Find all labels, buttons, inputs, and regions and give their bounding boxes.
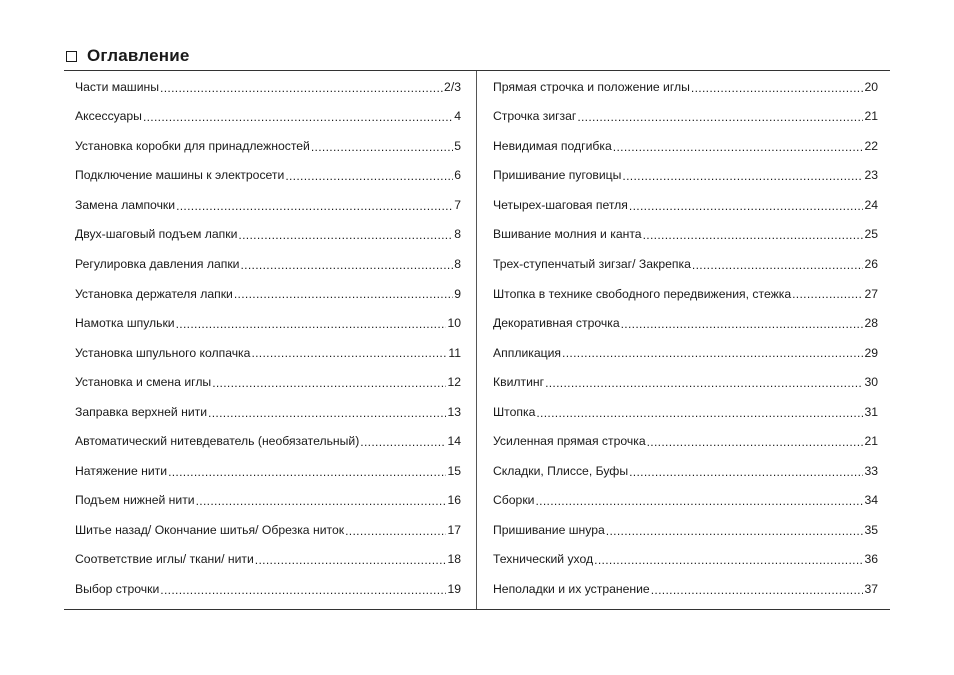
toc-entry-page-number: 19 [447, 581, 461, 596]
dot-leader [643, 228, 864, 242]
toc-entry[interactable] [75, 574, 461, 604]
toc-entry-page-number: 17 [447, 522, 461, 537]
toc-entry-page-number: 26 [864, 256, 878, 271]
toc-entry[interactable] [75, 161, 461, 191]
dot-leader [613, 139, 864, 153]
toc-entry-title: Части машины [75, 79, 160, 94]
toc-entry-title: Замена лампочки [75, 197, 176, 212]
toc-entry-title: Двух-шаговый подъем лапки [75, 227, 238, 242]
dot-leader [212, 375, 446, 389]
toc-entry-page-number: 33 [864, 463, 878, 478]
toc-entry[interactable] [75, 338, 461, 368]
dot-leader [238, 228, 453, 242]
toc-entry[interactable] [493, 456, 878, 486]
toc-entry[interactable] [493, 161, 878, 191]
dot-leader [311, 139, 453, 153]
toc-entry-title: Установка держателя лапки [75, 286, 233, 301]
toc-entry-title: Четырех-шаговая петля [493, 197, 628, 212]
dot-leader [285, 168, 453, 182]
dot-leader [251, 346, 447, 360]
toc-entry-title: Соответствие иглы/ ткани/ нити [75, 552, 254, 567]
dot-leader [594, 553, 863, 567]
dot-leader [240, 257, 453, 271]
toc-entry-title: Выбор строчки [75, 581, 160, 596]
toc-entry[interactable] [75, 131, 461, 161]
toc-entry-page-number: 18 [447, 552, 461, 567]
toc-entry-page-number: 15 [447, 463, 461, 478]
dot-leader [562, 346, 863, 360]
toc-entry[interactable] [493, 279, 878, 309]
dot-leader [691, 80, 864, 94]
toc-entry[interactable] [75, 72, 461, 102]
toc-header [66, 44, 190, 68]
toc-entry[interactable] [75, 279, 461, 309]
toc-entry[interactable] [75, 220, 461, 250]
toc-entry-title: Сборки [493, 493, 535, 508]
toc-entry-page-number: 8 [454, 227, 461, 242]
dot-leader [606, 523, 864, 537]
toc-entry[interactable] [75, 545, 461, 575]
toc-entry[interactable] [493, 102, 878, 132]
toc-entry-page-number: 27 [864, 286, 878, 301]
checkbox-icon [66, 51, 77, 62]
toc-entry[interactable] [75, 486, 461, 516]
toc-entry[interactable] [493, 574, 878, 604]
toc-entry-page-number: 6 [454, 168, 461, 183]
toc-entry-page-number: 34 [864, 493, 878, 508]
dot-leader [160, 582, 446, 596]
toc-entry[interactable] [75, 102, 461, 132]
toc-entry[interactable] [493, 190, 878, 220]
dot-leader [143, 109, 453, 123]
toc-entry-page-number: 4 [454, 109, 461, 124]
toc-entry-title: Шитье назад/ Окончание шитья/ Обрезка ниток [75, 522, 345, 537]
toc-entry-title: Вшивание молния и канта [493, 227, 642, 242]
dot-leader [577, 109, 863, 123]
toc-entry-title: Штопка в технике свободного передвижения, стежка [493, 286, 792, 301]
toc-entry[interactable] [75, 249, 461, 279]
toc-entry[interactable] [493, 427, 878, 457]
toc-entry[interactable] [75, 456, 461, 486]
toc-entry-title: Натяжение нити [75, 463, 168, 478]
toc-entry-title: Пришивание шнура [493, 522, 605, 537]
toc-entry-page-number: 35 [864, 522, 878, 537]
toc-entry-title: Квилтинг [493, 375, 545, 390]
toc-entry-page-number: 30 [864, 375, 878, 390]
toc-entry-title: Складки, Плиссе, Буфы [493, 463, 629, 478]
toc-entry-page-number: 13 [447, 404, 461, 419]
dot-leader [545, 375, 863, 389]
dot-leader [196, 493, 447, 507]
dot-leader [651, 582, 864, 596]
toc-entry-title: Невидимая подгибка [493, 138, 612, 153]
toc-entry-page-number: 8 [454, 256, 461, 271]
dot-leader [345, 523, 446, 537]
toc-entry-page-number: 21 [864, 109, 878, 124]
toc-entry[interactable] [75, 190, 461, 220]
toc-entry-title: Регулировка давления лапки [75, 256, 240, 271]
dot-leader [621, 316, 864, 330]
toc-entry-title: Прямая строчка и положение иглы [493, 79, 690, 94]
toc-entry-title: Аппликация [493, 345, 562, 360]
toc-entry[interactable] [493, 131, 878, 161]
toc-entry-title: Намотка шпульки [75, 316, 175, 331]
toc-entry[interactable] [75, 515, 461, 545]
toc-entry-title: Автоматический нитевдеватель (необязательный) [75, 434, 360, 449]
dot-leader [176, 316, 447, 330]
dot-leader [647, 434, 864, 448]
dot-leader [160, 80, 443, 94]
dot-leader [629, 198, 864, 212]
toc-entry[interactable] [493, 249, 878, 279]
toc-entry[interactable] [75, 397, 461, 427]
toc-entry-title: Установка и смена иглы [75, 375, 212, 390]
toc-entry-title: Подключение машины к электросети [75, 168, 285, 183]
toc-entry[interactable] [75, 367, 461, 397]
toc-entry-page-number: 5 [454, 138, 461, 153]
toc-entry-page-number: 16 [447, 493, 461, 508]
toc-entry-title: Усиленная прямая строчка [493, 434, 646, 449]
toc-entry-page-number: 25 [864, 227, 878, 242]
column-divider [476, 71, 477, 609]
dot-leader [168, 464, 446, 478]
top-divider [64, 70, 890, 71]
toc-entry-page-number: 2/3 [444, 79, 461, 94]
toc-entry-title: Технический уход [493, 552, 594, 567]
toc-entry[interactable] [493, 308, 878, 338]
toc-entry-title: Пришивание пуговицы [493, 168, 622, 183]
toc-entry[interactable] [493, 72, 878, 102]
dot-leader [255, 553, 447, 567]
toc-entry-page-number: 36 [864, 552, 878, 567]
toc-entry-title: Аксессуары [75, 109, 142, 124]
toc-entry-page-number: 22 [864, 138, 878, 153]
toc-entry-page-number: 20 [864, 79, 878, 94]
toc-entry-page-number: 37 [864, 581, 878, 596]
toc-entry[interactable] [493, 397, 878, 427]
toc-column-left [75, 72, 461, 604]
page-title: Оглавление [87, 46, 190, 65]
toc-entry[interactable] [493, 367, 878, 397]
toc-entry-title: Установка коробки для принадлежностей [75, 138, 310, 153]
toc-entry-page-number: 9 [454, 286, 461, 301]
dot-leader [536, 405, 863, 419]
dot-leader [535, 493, 863, 507]
dot-leader [629, 464, 863, 478]
toc-entry-page-number: 12 [447, 375, 461, 390]
toc-entry[interactable] [493, 338, 878, 368]
dot-leader [360, 434, 446, 448]
toc-entry-title: Подъем нижней нити [75, 493, 195, 508]
toc-entry-page-number: 28 [864, 316, 878, 331]
toc-entry-page-number: 23 [864, 168, 878, 183]
dot-leader [234, 287, 453, 301]
toc-entry-title: Неполадки и их устранение [493, 581, 650, 596]
toc-entry[interactable] [493, 486, 878, 516]
toc-entry-page-number: 31 [864, 404, 878, 419]
toc-entry-title: Трех-ступенчатый зигзаг/ Закрепка [493, 256, 691, 271]
toc-entry-title: Заправка верхней нити [75, 404, 208, 419]
toc-entry[interactable] [493, 545, 878, 575]
toc-entry-page-number: 7 [454, 197, 461, 212]
toc-entry-title: Штопка [493, 404, 536, 419]
bottom-divider [64, 609, 890, 610]
toc-entry-page-number: 29 [864, 345, 878, 360]
toc-entry-title: Установка шпульного колпачка [75, 345, 251, 360]
toc-entry-page-number: 21 [864, 434, 878, 449]
toc-entry-title: Декоративная строчка [493, 316, 620, 331]
toc-entry[interactable] [493, 220, 878, 250]
toc-entry[interactable] [493, 515, 878, 545]
dot-leader [692, 257, 864, 271]
toc-column-right [493, 72, 878, 604]
dot-leader [792, 287, 863, 301]
dot-leader [622, 168, 863, 182]
toc-entry[interactable] [75, 427, 461, 457]
toc-entry-page-number: 11 [448, 345, 461, 360]
toc-entry-page-number: 10 [447, 316, 461, 331]
toc-entry-page-number: 24 [864, 197, 878, 212]
dot-leader [176, 198, 453, 212]
dot-leader [208, 405, 446, 419]
toc-entry-title: Строчка зигзаг [493, 109, 577, 124]
toc-entry[interactable] [75, 308, 461, 338]
toc-entry-page-number: 14 [447, 434, 461, 449]
